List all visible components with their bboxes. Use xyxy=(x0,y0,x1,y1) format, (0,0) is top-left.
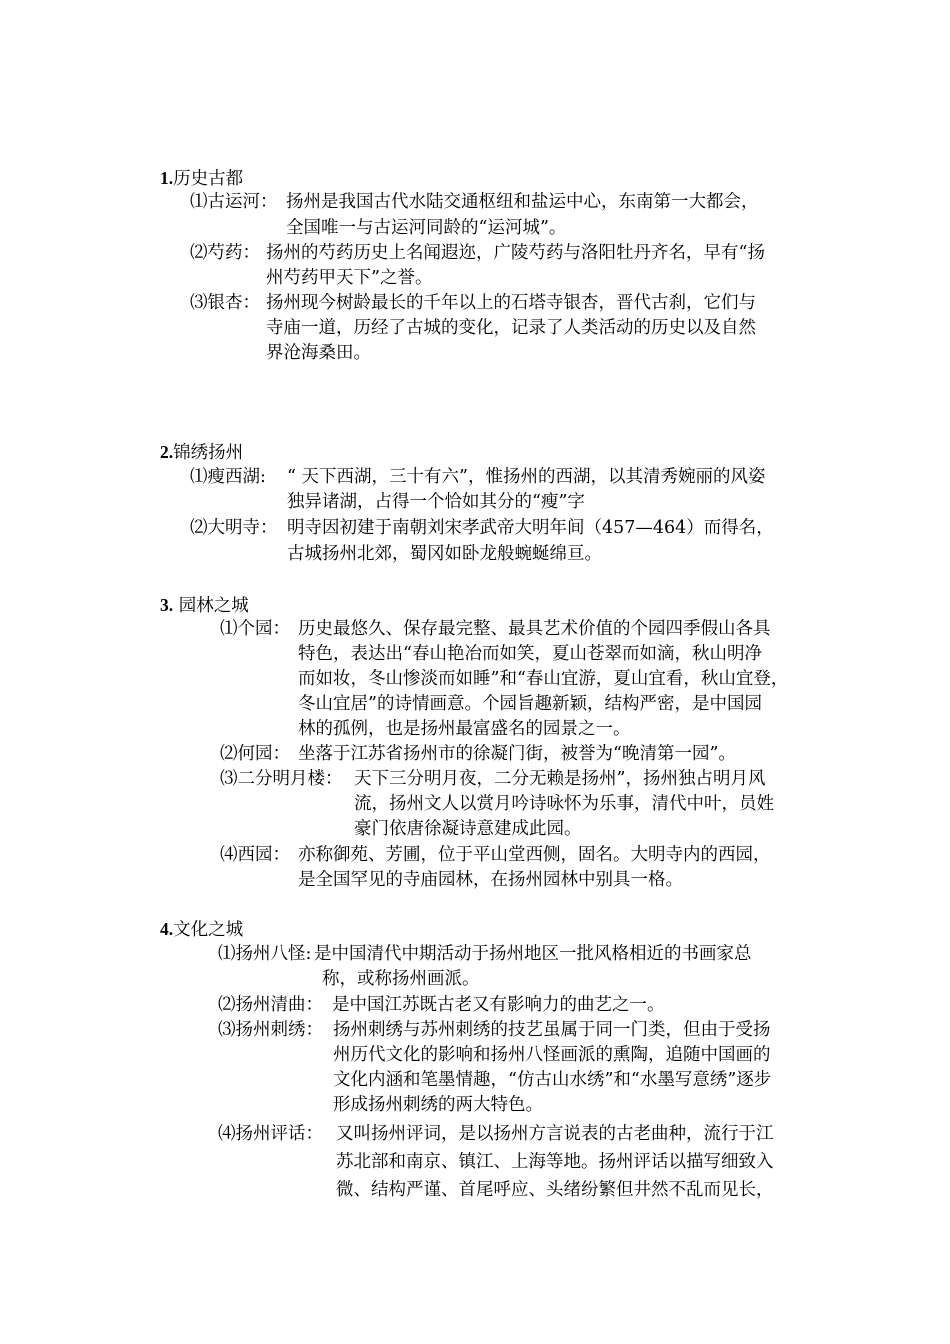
item-text-line: 冬山宜居”的诗情画意。个园旨趣新颖，结构严密，是中国园 xyxy=(298,694,762,714)
item-text-line: 扬州的芍药历史上名闻遐迩，广陵芍药与洛阳牡丹齐名，早有“扬 xyxy=(266,243,765,263)
item-text-line: 明寺因初建于南朝刘宋孝武帝大明年间（457—464）而得名， xyxy=(287,518,774,538)
section-number: 1. xyxy=(160,168,174,188)
section-heading xyxy=(160,593,249,618)
item-text-line: 扬州现今树龄最长的千年以上的石塔寺银杏，晋代古刹，它们与 xyxy=(266,293,756,313)
item-label: ⑵大明寺： xyxy=(190,518,278,538)
item-text-line: 天下三分明月夜，二分无赖是扬州”，扬州独占明月风 xyxy=(354,769,766,789)
item-text-line: 寺庙一道，历经了古城的变化，记录了人类活动的历史以及自然 xyxy=(266,318,756,338)
item-text-line: 州芍药甲天下”之誉。 xyxy=(266,268,433,288)
item-text-line: 独异诸湖，占得一个恰如其分的“瘦”字 xyxy=(287,492,585,512)
section-heading xyxy=(160,917,243,942)
item-label: ⑶二分明月楼： xyxy=(220,769,343,789)
item-text-line: 是全国罕见的寺庙园林，在扬州园林中别具一格。 xyxy=(298,870,683,890)
section-number: 3. xyxy=(160,595,174,615)
item-label: ⑷西园： xyxy=(220,845,290,865)
section-title: 文化之城 xyxy=(173,920,244,940)
section-number: 2. xyxy=(160,442,174,462)
item-text-line: 而如妆，冬山惨淡而如睡”和“春山宜游，夏山宜看，秋山宜登， xyxy=(298,669,789,689)
item-text-line: 古城扬州北郊，蜀冈如卧龙般蜿蜒绵亘。 xyxy=(287,544,602,564)
item-text-line: 特色，表达出“春山艳冶而如笑，夏山苍翠而如滴，秋山明净 xyxy=(298,644,762,664)
item-text-line: 是中国江苏既古老又有影响力的曲艺之一。 xyxy=(332,995,665,1015)
item-text-line: 坐落于江苏省扬州市的徐凝门街，被誉为“晚清第一园”。 xyxy=(298,744,736,764)
item-label: ⑵芍药： xyxy=(190,243,260,263)
item-text-line: 又叫扬州评词，是以扬州方言说表的古老曲种，流行于江 xyxy=(336,1124,774,1144)
item-text-line: 界沧海桑田。 xyxy=(266,343,371,363)
item-text-line: 历史最悠久、保存最完整、最具艺术价值的个园四季假山各具 xyxy=(298,619,771,639)
item-text-line: 是中国清代中期活动于扬州地区一批风格相近的书画家总 xyxy=(314,944,752,964)
item-text-line: 称，或称扬州画派。 xyxy=(322,969,480,989)
item-label: ⑴个园： xyxy=(220,619,290,639)
item-text-line: 扬州刺绣与苏州刺绣的技艺虽属于同一门类，但由于受扬 xyxy=(333,1020,771,1040)
section-title: 历史古都 xyxy=(173,169,244,189)
item-label: ⑶银杏： xyxy=(190,293,260,313)
section-heading xyxy=(160,440,243,465)
item-text-line: “ 天下西湖，三十有六”，惟扬州的西湖，以其清秀婉丽的风姿 xyxy=(287,467,766,487)
item-text-line: 林的孤例，也是扬州最富盛名的园景之一。 xyxy=(298,719,631,739)
item-label: ⑶扬州刺绣： xyxy=(218,1020,323,1040)
item-text-line: 亦称御苑、芳圃，位于平山堂西侧，固名。大明寺内的西园， xyxy=(298,845,771,865)
item-label: ⑴瘦西湖: xyxy=(190,467,266,487)
item-text-line: 苏北部和南京、镇江、上海等地。扬州评话以描写细致入 xyxy=(336,1152,774,1172)
section-heading xyxy=(160,166,243,191)
item-text-line: 流，扬州文人以赏月吟诗咏怀为乐事，清代中叶，员姓 xyxy=(354,794,774,814)
item-text-line: 文化内涵和笔墨情趣，“仿古山水绣”和“水墨写意绣”逐步 xyxy=(333,1070,772,1090)
item-label: ⑷扬州评话： xyxy=(218,1124,323,1144)
item-text-line: 扬州是我国古代水陆交通枢纽和盐运中心，东南第一大都会， xyxy=(286,192,759,212)
section-title: 锦绣扬州 xyxy=(173,443,244,463)
item-label: ⑴扬州八怪: xyxy=(218,944,312,964)
section-title: 园林之城 xyxy=(173,596,249,616)
item-text-line: 微、结构严谨、首尾呼应、头绪纷繁但井然不乱而见长， xyxy=(336,1180,774,1200)
item-text-line: 形成扬州刺绣的两大特色。 xyxy=(333,1095,543,1115)
item-label: ⑵扬州清曲： xyxy=(218,995,323,1015)
item-text-line: 州历代文化的影响和扬州八怪画派的熏陶，追随中国画的 xyxy=(333,1045,771,1065)
item-label: ⑵何园： xyxy=(220,744,290,764)
section-number: 4. xyxy=(160,919,174,939)
item-text-line: 全国唯一与古运河同龄的“运河城”。 xyxy=(286,218,567,238)
item-text-line: 豪门依唐徐凝诗意建成此园。 xyxy=(354,819,582,839)
item-label: ⑴古运河： xyxy=(190,192,278,212)
